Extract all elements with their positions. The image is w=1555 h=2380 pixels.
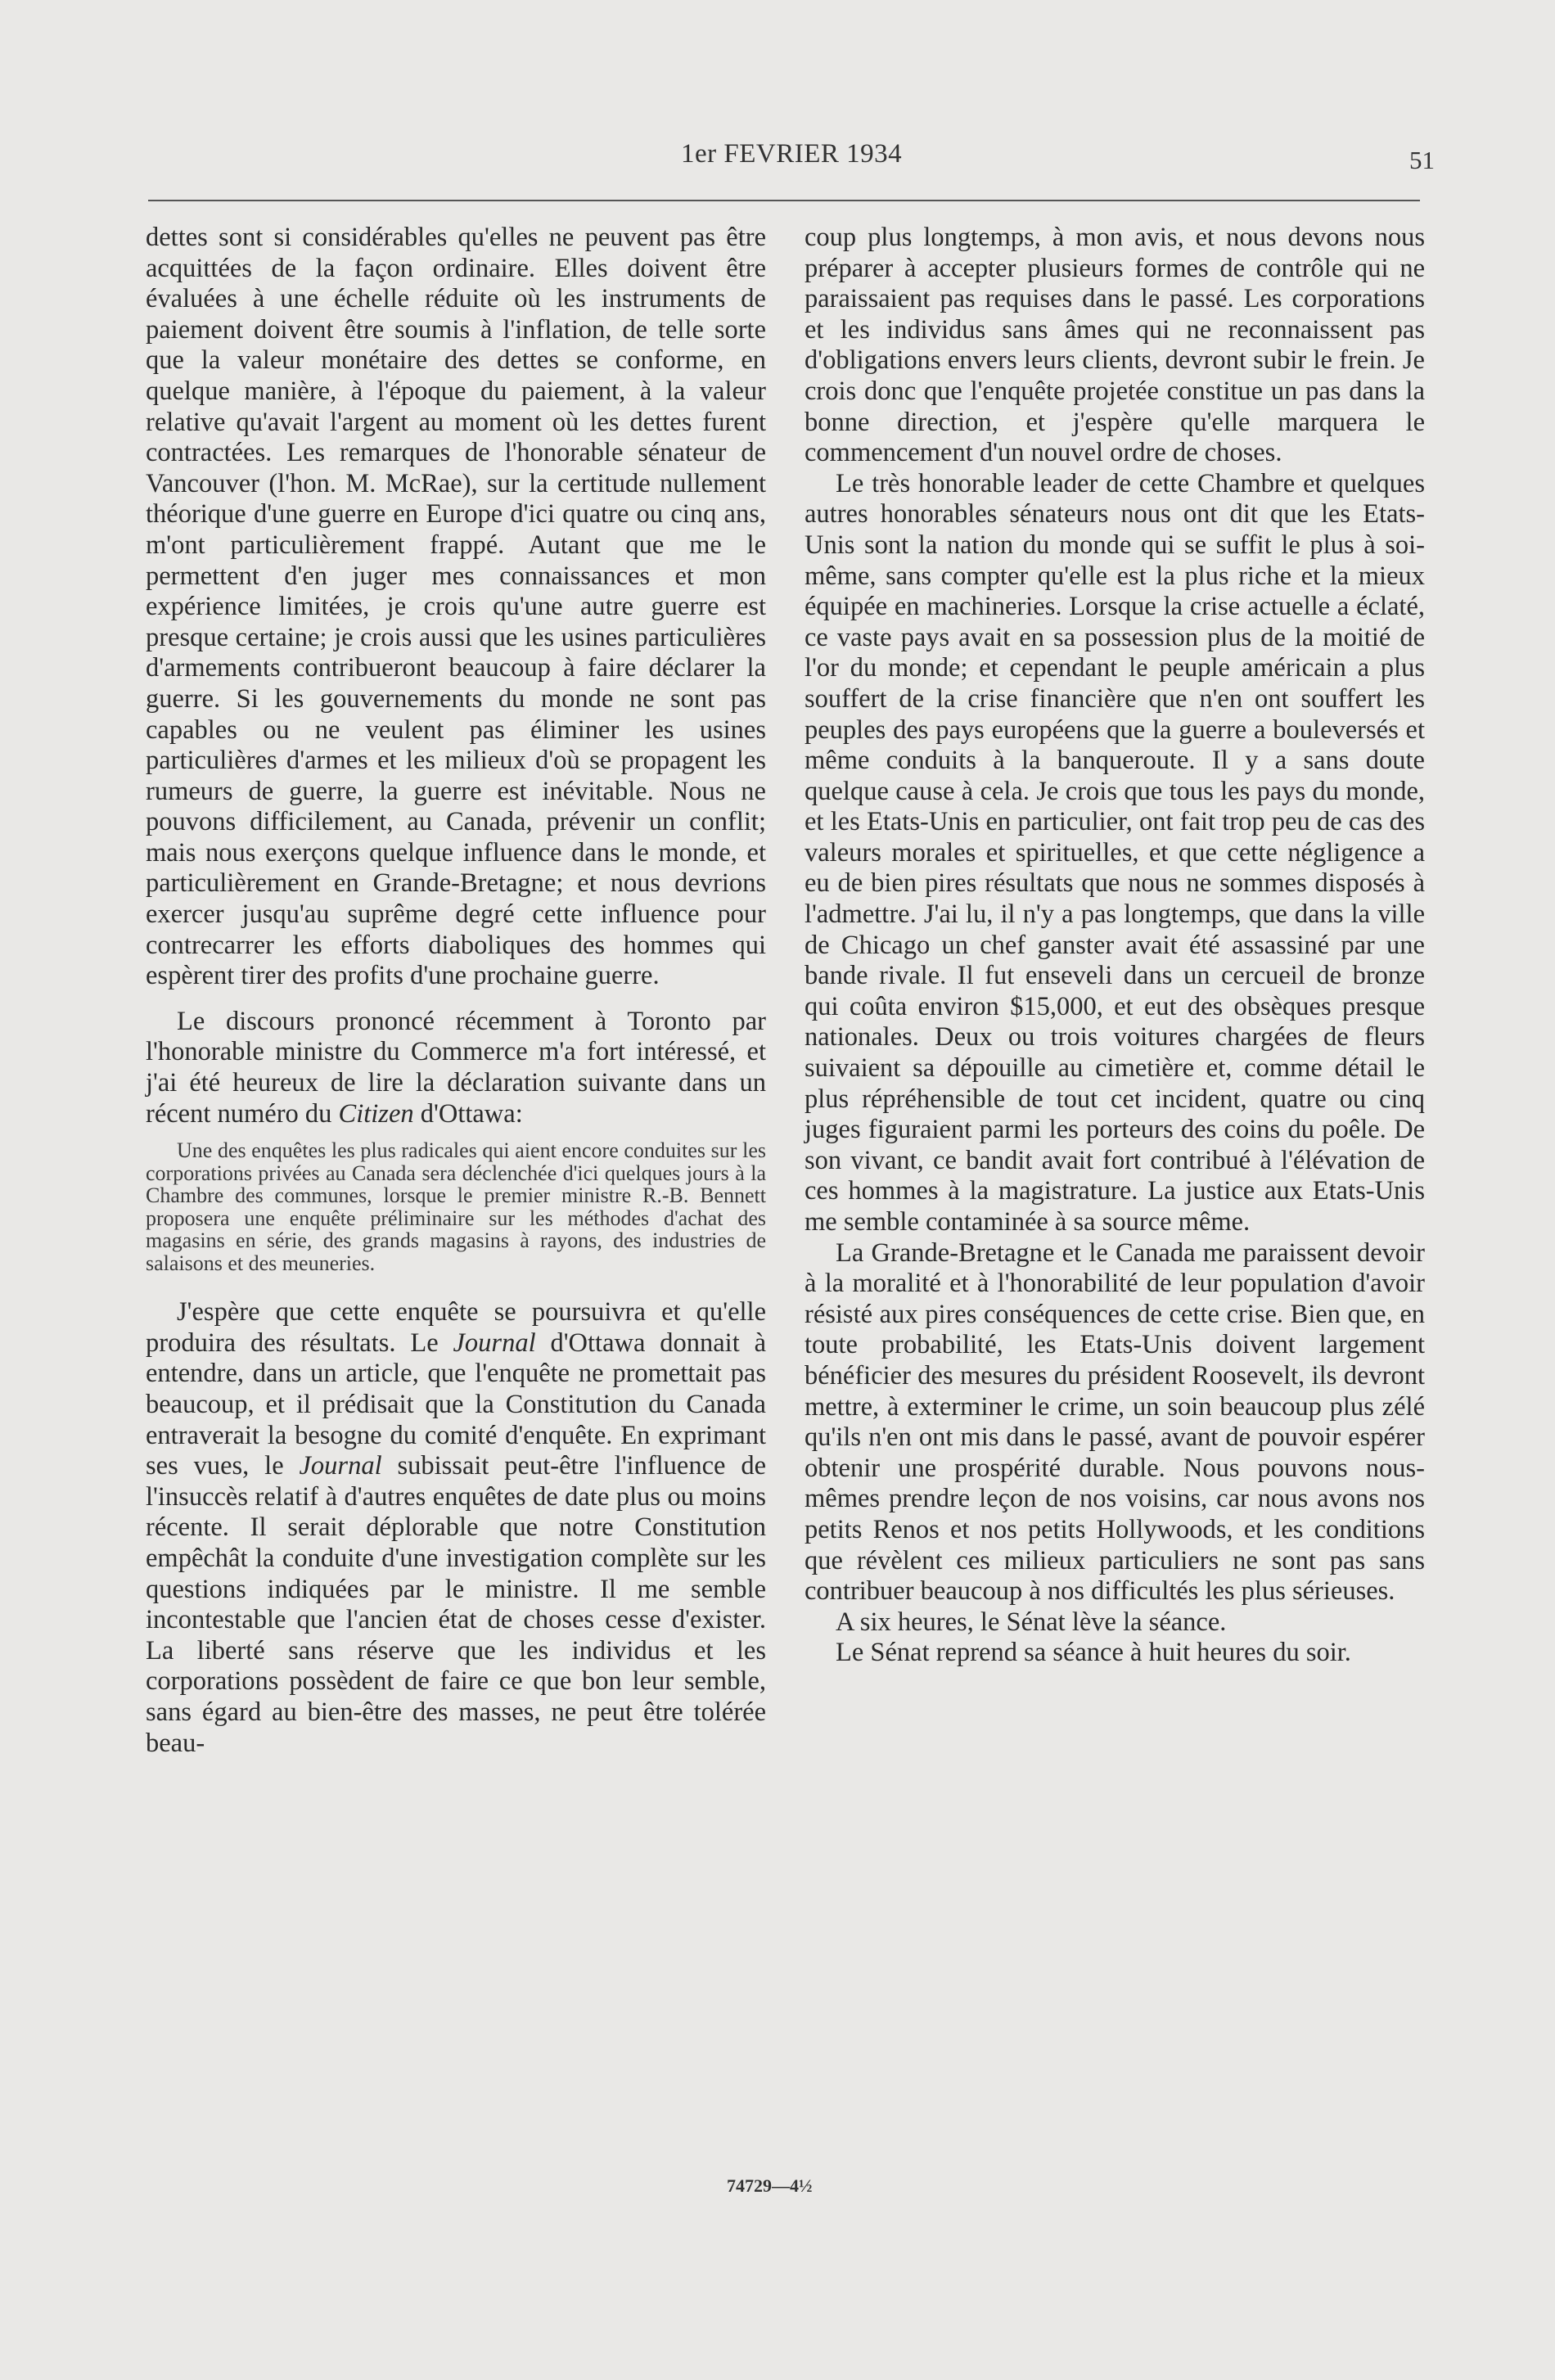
paragraph: A six heures, le Sénat lève la séance.	[836, 1607, 1227, 1637]
footer-code: 74729—4½	[727, 2175, 813, 2196]
page-number: 51	[1409, 146, 1435, 174]
paragraph: La Grande-Bretagne et le Canada me paraissent devoir à la moralité et à l'honorabilité de leur population d'avoir résisté aux pires conséquences de cette crise. Bien que, en toute probabilité, les Etats-Unis doivent largement bénéficier des mesures du président Roosevelt, ils devront mettre, à exterminer le crime, un soin beaucoup plus zélé qu'ils n'en ont mis dans le passé, avant de pouvoir espérer obtenir une prospérité durable. Nous pouvons nous-mêmes prendre leçon de nos voisins, car nous avons nos petits Renos et nos petits Hollywoods, et les conditions que révèlent ces milieux particuliers ne sont pas sans contribuer beaucoup à nos difficultés les plus sérieuses.	[805, 1237, 1425, 1607]
italic-title: Citizen	[338, 1098, 414, 1129]
paragraph: coup plus longtemps, à mon avis, et nous devons nous préparer à accepter plusieurs formes de contrôle qui ne paraissaient pas requises dans le passé. Les corporations et les individus sans âmes qui ne reconnaissent pas d'obligations envers leurs clients, devront subir le frein. Je crois donc que l'enquête projetée constitue un pas dans la bonne direction, et j'espère qu'elle marquera le commencement d'un nouvel ordre de choses.	[805, 223, 1425, 468]
paragraph: Le discours prononcé récemment à Toronto par l'honorable ministre du Commerce m'a fort intéressé, et j'ai été heureux de lire la déclaration suivante dans un récent numéro du Citizen d'Ottawa:	[146, 1006, 766, 1129]
paragraph: Le Sénat reprend sa séance à huit heures du soir.	[836, 1638, 1351, 1668]
left-column	[146, 223, 766, 1759]
paragraph: Le très honorable leader de cette Chambre et quelques autres honorables sénateurs nous ont dit que les Etats-Unis sont la nation du monde qui se suffit le plus à soi-même, sans compter qu'elle est la plus riche et la mieux équipée en machineries. Lorsque la crise actuelle a éclaté, ce vaste pays avait en sa possession plus de la moitié de l'or du monde; et cependant le peuple américain a plus souffert de la crise financière que n'en ont souffert les peuples des pays européens que la guerre a bouleversés et même conduits à la banqueroute. Il y a sans doute quelque cause à cela. Je crois que tous les pays du monde, et les Etats-Unis en particulier, ont fait trop peu de cas des valeurs morales et spirituelles, et que cette négligence a eu de bien pires résultats que nous ne sommes disposés à l'admettre. J'ai lu, il n'y a pas longtemps, que dans la ville de Chicago un chef ganster avait été assassiné par une bande rivale. Il fut enseveli dans un cercueil de bronze qui coûta environ $15,000, et eut des obsèques presque nationales. Deux ou trois voitures chargées de fleurs suivaient sa dépouille au cimetière et, comme détail le plus répréhensible de tout cet incident, quatre ou cinq juges figuraient parmi les porteurs des coins du poêle. De son vivant, ce bandit avait fort contribué à l'élévation de ces hommes à la magistrature. La justice aux Etats-Unis me semble contaminée à sa source même.	[805, 468, 1425, 1237]
italic-title: Journal	[453, 1327, 536, 1358]
paragraph: dettes sont si considérables qu'elles ne peuvent pas être acquittées de la façon ordinaire. Elles doivent être évaluées à une échelle réduite où les instruments de paiement doivent être soumis à l'inflation, de telle sorte que la valeur monétaire des dettes se conforme, en quelque manière, à l'époque du paiement, à la valeur relative qu'avait l'argent au moment où les dettes furent contractées. Les remarques de l'honorable sénateur de Vancouver (l'hon. M. McRae), sur la certitude nullement théorique d'une guerre en Europe d'ici quatre ou cinq ans, m'ont particulièrement frappé. Autant que me le permettent d'en juger mes connaissances et mon expérience limitées, je crois qu'une autre guerre est presque certaine; je crois aussi que les usines particulières d'armements contribueront beaucoup à faire déclarer la guerre. Si les gouvernements du monde ne sont pas capables ou ne veulent pas éliminer les usines particulières d'armes et les milieux d'où se propagent les rumeurs de guerre, la guerre est inévitable. Nous ne pouvons difficilement, au Canada, prévenir un conflit; mais nous exerçons quelque influence dans le monde, et particulièrement en Grande-Bretagne; et nous devrions exercer jusqu'au suprême degré cette influence pour contrecarrer les efforts diaboliques des hommes qui espèrent tirer des profits d'une prochaine guerre.	[146, 223, 766, 991]
italic-title: Journal	[299, 1451, 382, 1481]
header-rule	[148, 200, 1420, 201]
page-header-date: 1er FEVRIER 1934	[681, 139, 903, 169]
right-column	[805, 223, 1425, 1669]
block-quote: Une des enquêtes les plus radicales qui aient encore conduites sur les corporations privées au Canada sera déclenchée d'ici quelques jours à la Chambre des communes, lorsque le premier ministre R.-B. Bennett proposera une enquête préliminaire sur les méthodes d'achat des magasins en série, des grands magasins à rayons, des industries de salaisons et des meuneries.	[146, 1138, 766, 1275]
paragraph: J'espère que cette enquête se poursuivra et qu'elle produira des résultats. Le Journal d'Ottawa donnait à entendre, dans un article, que l'enquête ne promettait pas beaucoup, et il prédisait que la Constitution du Canada entraverait la besogne du comité d'enquête. En exprimant ses vues, le Journal subissait peut-être l'influence de l'insuccès relatif à d'autres enquêtes de date plus ou moins récente. Il serait déplorable que notre Constitution empêchât la conduite d'une investigation complète sur les questions indiquées par le ministre. Il me semble incontestable que l'ancien état de choses cesse d'exister. La liberté sans réserve que les individus et les corporations possèdent de faire ce que bon leur semble, sans égard au bien-être des masses, ne peut être tolérée beau-	[146, 1297, 767, 1758]
